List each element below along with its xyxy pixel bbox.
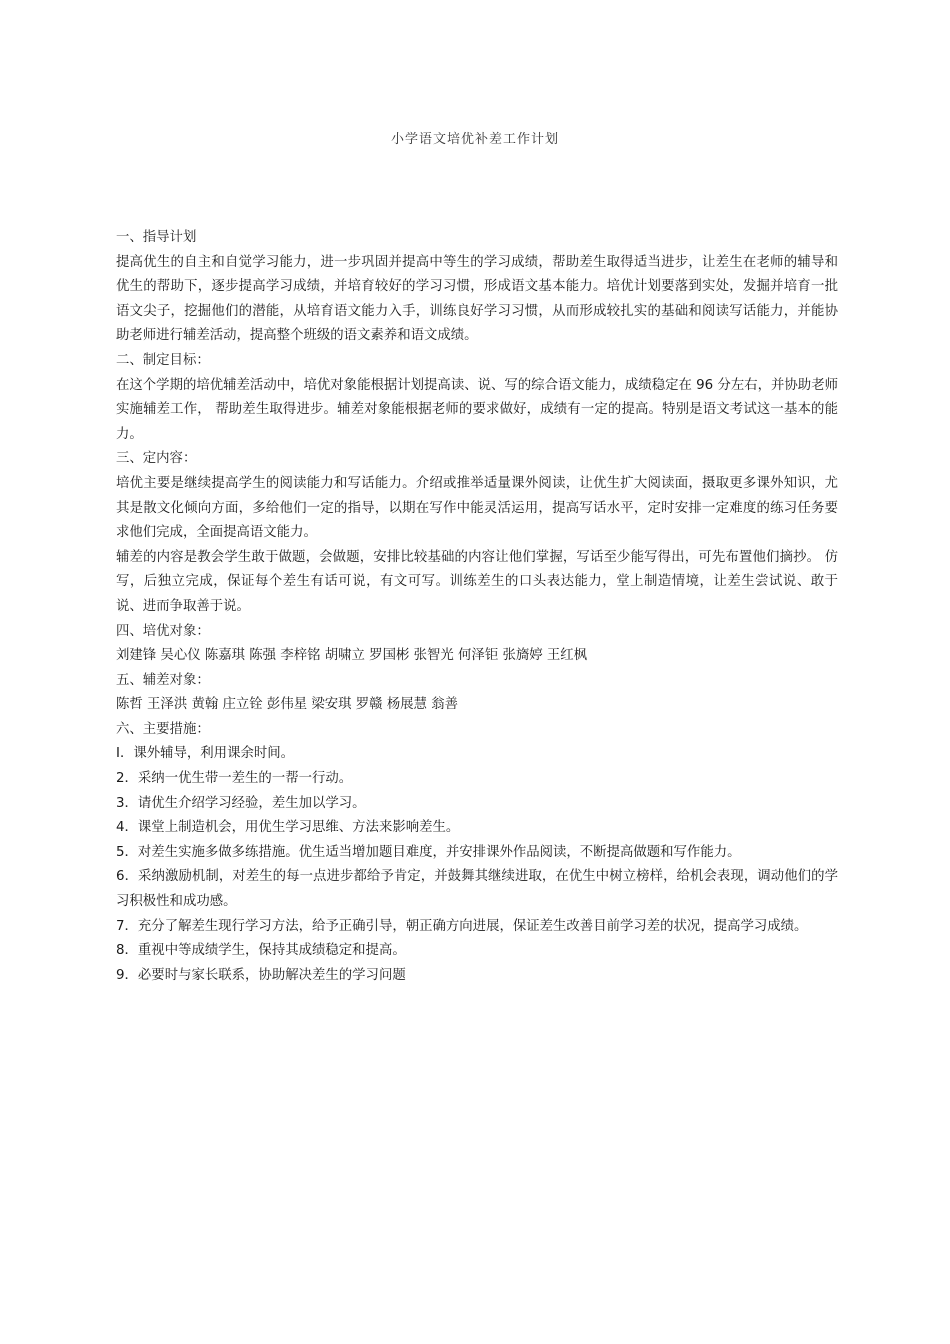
document-body [116,226,838,988]
section-heading-content: 三、定内容： [116,451,197,467]
measure-item: 3．请优生介绍学习经验，差生加以学习。 [116,795,366,811]
measure-item: 9．必要时与家长联系，协助解决差生的学习问题 [116,967,406,983]
measure-item: 4．课堂上制造机会，用优生学习思维、方法来影响差生。 [116,820,460,836]
measure-item: 2．采纳一优生带一差生的一帮一行动。 [116,771,353,787]
section-heading-advanced-students: 四、培优对象： [116,623,210,639]
document-title: 小学语文培优补差工作计划 [390,132,559,147]
section-body-content-remedial: 辅差的内容是教会学生敢于做题，会做题，安排比较基础的内容让他们掌握，写话至少能写得出，可先布置他们摘抄。 仿写，后独立完成，保证每个差生有话可说，有文可写。训练差生的口头表达能力，堂上制造情境，让差生尝试说、敢于说、进而争取善于说。 [116,549,838,614]
measure-item: I．课外辅导，利用课余时间。 [116,746,295,762]
section-body-guidance: 提高优生的自主和自觉学习能力，进一步巩固并提高中等生的学习成绩，帮助差生取得适当进步，让差生在老师的辅导和优生的帮助下，逐步提高学习成绩，并培育较好的学习习惯，形成语文基本能力。培优计划要落到实处，发掘并培育一批语文尖子，挖掘他们的潜能，从培育语文能力入手，训练良好学习习惯，从而形成较扎实的基础和阅读写话能力，并能协助老师进行辅差活动，提高整个班级的语文素养和语文成绩。 [116,254,838,344]
advanced-students-list: 刘建锋 吴心仪 陈嘉琪 陈强 李梓铭 胡啸立 罗国彬 张智光 何泽钜 张旖婷 王红枫 [116,648,588,664]
remedial-students-list: 陈哲 王泽洪 黄翰 庄立铨 彭伟星 梁安琪 罗赣 杨展慧 翁善 [116,697,459,713]
measure-item: 6．采纳激励机制，对差生的每一点进步都给予肯定，并鼓舞其继续进取，在优生中树立榜样，给机会表现，调动他们的学习积极性和成功感。 [116,869,838,910]
section-body-content-advanced: 培优主要是继续提高学生的阅读能力和写话能力。介绍或推举适量课外阅读，让优生扩大阅读面，摄取更多课外知识，尤其是散文化倾向方面，多给他们一定的指导，以期在写作中能灵活运用，提高写话水平，定时安排一定难度的练习任务要求他们完成，全面提高语文能力。 [116,475,838,541]
section-body-goals: 在这个学期的培优辅差活动中，培优对象能根据计划提高读、说、写的综合语文能力，成绩稳定在 96 分左右，并协助老师实施辅差工作， 帮助差生取得进步。辅差对象能根据老师的要求做好，成绩有一定的提高。特别是语文考试这一基本的能力。 [116,377,838,442]
section-heading-measures: 六、主要措施： [116,721,210,737]
measure-item: 8．重视中等成绩学生，保持其成绩稳定和提高。 [116,943,406,959]
measure-item: 7．充分了解差生现行学习方法，给予正确引导，朝正确方向进展，保证差生改善目前学习差的状况，提高学习成绩。 [116,918,808,934]
section-heading-goals: 二、制定目标： [116,352,210,368]
section-heading-guidance: 一、指导计划 [116,230,197,245]
section-heading-remedial-students: 五、辅差对象： [116,672,210,688]
measure-item: 5．对差生实施多做多练措施。优生适当增加题目难度，并安排课外作品阅读，不断提高做题和写作能力。 [116,844,741,860]
